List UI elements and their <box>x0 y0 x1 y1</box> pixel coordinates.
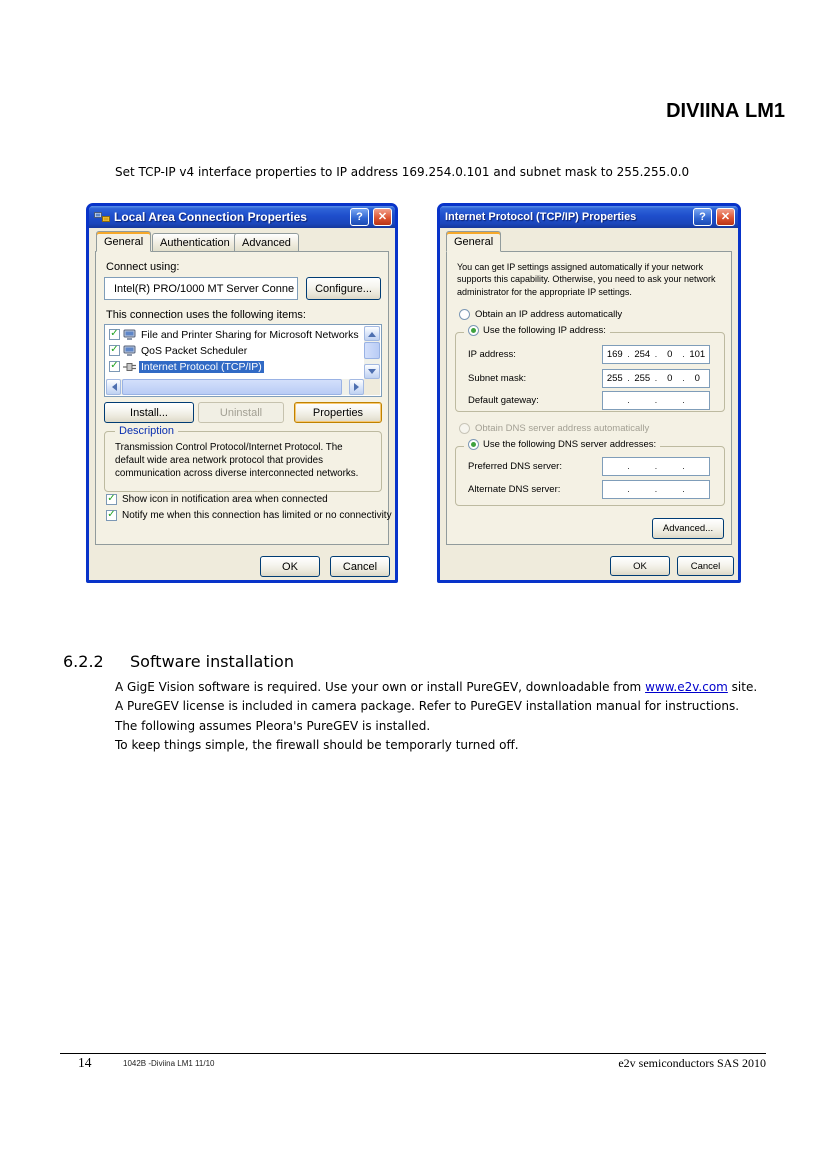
scroll-up-button[interactable] <box>364 326 380 341</box>
obtain-ip-radio-row[interactable] <box>459 309 622 320</box>
show-icon-checkbox-row[interactable] <box>106 494 328 505</box>
octet-separator: . <box>627 461 630 472</box>
ip-octet: 254 <box>634 349 651 360</box>
close-icon[interactable]: ✕ <box>716 208 735 226</box>
list-item[interactable] <box>107 343 363 358</box>
use-dns-radio-row[interactable] <box>464 439 660 450</box>
notify-checkbox-row[interactable] <box>106 510 392 521</box>
ok-button[interactable]: OK <box>260 556 320 577</box>
check-icon: ✓ <box>110 360 119 371</box>
tcpip-titlebar[interactable] <box>440 206 738 228</box>
ip-octet: 0 <box>694 373 700 384</box>
ip-octet: 255 <box>606 373 623 384</box>
horizontal-scroll-thumb[interactable] <box>122 379 342 395</box>
ip-octet: 0 <box>667 373 673 384</box>
octet-separator: . <box>654 349 658 360</box>
show-icon-checkbox-label: Show icon in notification area when connected <box>122 494 328 505</box>
list-item[interactable] <box>107 327 363 342</box>
window-title: Local Area Connection Properties <box>114 210 307 224</box>
tab-authentication[interactable]: Authentication <box>152 233 238 252</box>
scroll-up-icon <box>368 328 376 337</box>
use-ip-label: Use the following IP address: <box>483 325 606 336</box>
tab-advanced[interactable]: Advanced <box>234 233 299 252</box>
caption-text: Set TCP-IP v4 interface properties to IP address 169.254.0.101 and subnet mask to 255.255.0.0 <box>115 165 690 179</box>
radio-selected-icon[interactable] <box>468 325 479 336</box>
check-icon: ✓ <box>110 328 119 339</box>
lan-tabpage <box>95 251 392 545</box>
tcpip-dialog-body <box>440 228 738 580</box>
lan-dialog-body <box>89 228 395 580</box>
use-ip-radio-row[interactable] <box>464 325 610 336</box>
paragraph-text: A GigE Vision software is required. Use your own or install PureGEV, downloadable from <box>115 680 646 694</box>
obtain-ip-label: Obtain an IP address automatically <box>475 309 623 320</box>
client-service-icon <box>123 345 136 357</box>
octet-separator: . <box>627 395 630 406</box>
scroll-right-button[interactable] <box>349 379 364 395</box>
description-groupbox <box>104 425 382 492</box>
ip-octet: 169 <box>606 349 623 360</box>
octet-separator: . <box>654 484 658 495</box>
octet-separator: . <box>682 461 685 472</box>
check-icon: ✓ <box>107 493 116 504</box>
default-gateway-label: Default gateway: <box>468 395 539 406</box>
intro-text: You can get IP settings assigned automatically if your network supports this capability. Otherwise, you need to ask your network administrator for the appropriate IP settings. <box>457 262 716 297</box>
scrollbar-corner <box>364 379 380 395</box>
description-legend: Description <box>115 425 178 437</box>
uninstall-button[interactable]: Uninstall <box>198 402 284 423</box>
octet-separator: . <box>627 373 630 384</box>
paragraph-text: site. A PureGEV license is included in camera package. Refer to PureGEV installation manual for instructions. The following assumes Pleora's PureGEV is installed. <box>115 680 758 733</box>
items-list-label: This connection uses the following items: <box>106 309 306 321</box>
check-icon: ✓ <box>107 509 116 520</box>
ip-address-field[interactable] <box>602 345 710 364</box>
ip-octet: 0 <box>667 349 673 360</box>
octet-separator: . <box>654 461 658 472</box>
obtain-dns-label: Obtain DNS server address automatically <box>475 423 650 434</box>
preferred-dns-field[interactable] <box>602 457 710 476</box>
list-item-selected[interactable] <box>107 359 363 374</box>
alternate-dns-label: Alternate DNS server: <box>468 484 561 495</box>
install-button[interactable]: Install... <box>104 402 194 423</box>
model-name: LM1 <box>739 100 785 122</box>
section-title: Software installation <box>130 652 294 671</box>
list-item-label: File and Printer Sharing for Microsoft Networks <box>141 328 359 341</box>
scroll-down-icon <box>368 369 376 378</box>
scroll-left-icon <box>108 383 117 391</box>
footer-doc-reference: 1042B -Diviina LM1 11/10 <box>123 1059 215 1068</box>
use-ip-groupbox <box>455 325 725 412</box>
paragraph-2: To keep things simple, the firewall should be temporarly turned off. <box>115 737 519 752</box>
use-dns-label: Use the following DNS server addresses: <box>483 439 657 450</box>
body-paragraph <box>115 678 763 755</box>
list-item-label: Internet Protocol (TCP/IP) <box>141 360 262 373</box>
horizontal-scrollbar[interactable] <box>106 379 364 395</box>
scroll-right-icon <box>354 383 363 391</box>
footer-divider <box>60 1053 766 1054</box>
footer-page-number: 14 <box>78 1055 92 1070</box>
octet-separator: . <box>627 349 630 360</box>
checkbox-checked-icon[interactable] <box>106 510 117 521</box>
close-icon[interactable]: ✕ <box>373 208 392 226</box>
ip-address-label: IP address: <box>468 349 516 360</box>
section-number: 6.2.2 <box>63 652 104 671</box>
adapter-box <box>104 277 298 300</box>
octet-separator: . <box>682 395 685 406</box>
checkbox-checked-icon[interactable] <box>109 345 120 356</box>
page-title <box>666 100 785 123</box>
lan-properties-window <box>86 203 398 583</box>
paragraph-1 <box>115 678 763 736</box>
subnet-mask-label: Subnet mask: <box>468 373 527 384</box>
scroll-down-button[interactable] <box>364 364 380 379</box>
help-icon[interactable]: ? <box>350 208 369 226</box>
obtain-dns-radio-row[interactable] <box>459 423 649 434</box>
advanced-button[interactable]: Advanced... <box>652 518 724 539</box>
help-icon[interactable]: ? <box>693 208 712 226</box>
ok-button[interactable]: OK <box>610 556 670 576</box>
octet-separator: . <box>682 349 685 360</box>
client-service-icon <box>123 329 136 341</box>
alternate-dns-field[interactable] <box>602 480 710 499</box>
octet-separator: . <box>627 484 630 495</box>
protocol-icon <box>123 362 136 372</box>
octet-separator: . <box>654 373 658 384</box>
adapter-name: Intel(R) PRO/1000 MT Server Conne <box>114 282 295 295</box>
checkbox-checked-icon[interactable] <box>109 361 120 372</box>
configure-button[interactable]: Configure... <box>306 277 381 300</box>
preferred-dns-label: Preferred DNS server: <box>468 461 562 472</box>
use-dns-groupbox <box>455 439 725 506</box>
section-heading <box>63 652 294 671</box>
cancel-button[interactable]: Cancel <box>677 556 734 576</box>
octet-separator: . <box>682 484 685 495</box>
vertical-scrollbar[interactable] <box>364 326 380 379</box>
checkbox-checked-icon[interactable] <box>109 329 120 340</box>
check-icon: ✓ <box>110 344 119 355</box>
ip-octet: 101 <box>689 349 706 360</box>
vertical-scroll-thumb[interactable] <box>364 342 380 359</box>
radio-disabled-icon <box>459 423 470 434</box>
lan-titlebar[interactable] <box>89 206 395 228</box>
e2v-link[interactable]: www.e2v.com <box>645 680 728 694</box>
connect-using-label: Connect using: <box>106 261 180 273</box>
checkbox-checked-icon[interactable] <box>106 494 117 505</box>
properties-button[interactable]: Properties <box>294 402 382 423</box>
octet-separator: . <box>682 373 685 384</box>
octet-separator: . <box>654 395 658 406</box>
list-item-label: QoS Packet Scheduler <box>141 344 248 357</box>
ip-octet: 255 <box>634 373 651 384</box>
network-connection-icon <box>94 211 110 224</box>
notify-checkbox-label: Notify me when this connection has limited or no connectivity <box>122 510 392 521</box>
window-title: Internet Protocol (TCP/IP) Properties <box>445 211 637 223</box>
connection-items-list[interactable] <box>104 324 382 397</box>
description-text: Transmission Control Protocol/Internet Protocol. The default wide area network protocol that provides communication across diverse interconnected networks. <box>115 442 359 479</box>
subnet-mask-field[interactable] <box>602 369 710 388</box>
tcpip-tabpage <box>446 251 732 545</box>
radio-unselected-icon[interactable] <box>459 309 470 320</box>
footer-copyright: e2v semiconductors SAS 2010 <box>618 1056 766 1070</box>
scroll-left-button[interactable] <box>106 379 121 395</box>
tcpip-properties-window <box>437 203 741 583</box>
default-gateway-field[interactable] <box>602 391 710 410</box>
cancel-button[interactable]: Cancel <box>330 556 390 577</box>
tab-general[interactable]: General <box>96 231 151 252</box>
tab-general[interactable]: General <box>446 231 501 252</box>
brand-name: DIVIINA <box>666 100 740 122</box>
radio-selected-icon[interactable] <box>468 439 479 450</box>
